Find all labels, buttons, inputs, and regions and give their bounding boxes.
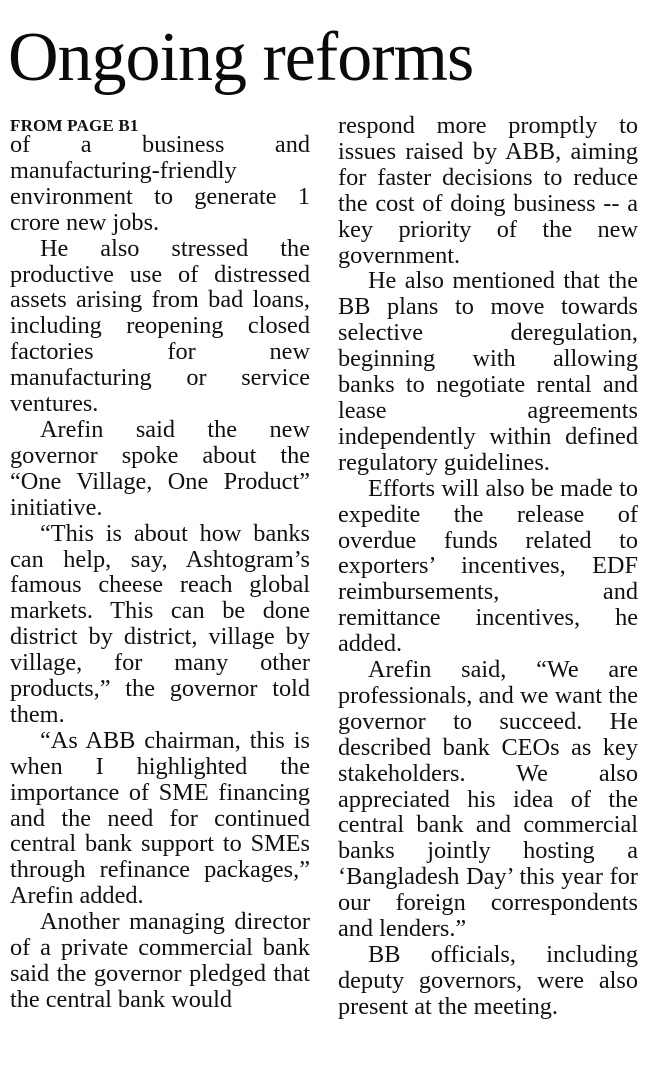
jump-label: FROM PAGE B1	[10, 116, 139, 135]
paragraph: “As ABB chairman, this is when I highlighted the importance of SME financing and the need for continued central bank support to SMEs through refinance packages,” Arefin added.	[10, 726, 310, 910]
paragraph: Another managing director of a private commercial bank said the governor pledged that the central bank would	[10, 908, 310, 1013]
article-column-left	[10, 113, 310, 1013]
paragraph: Arefin said the new governor spoke about the “One Village, One Product” initiative.	[10, 415, 310, 521]
paragraph: He also stressed the productive use of distressed assets arising from bad loans, including reopening closed factories for new manufacturing or service ventures.	[10, 234, 310, 418]
paragraph: Arefin said, “We are professionals, and we want the governor to succeed. He described bank CEOs as key stakeholders. We also appreciated his idea of the central bank and commercial banks jointly hosting a ‘Bangladesh Day’ this year for our foreign correspondents and lenders.”	[338, 656, 638, 943]
article-column-right	[338, 113, 638, 1020]
headline: Ongoing reforms	[8, 19, 474, 96]
paragraph: “This is about how banks can help, say, Ashtogram’s famous cheese reach global markets. This can be done district by district, village by village, for many other products,” the governor told them.	[10, 519, 310, 728]
paragraph: respond more promptly to issues raised by ABB, aiming for faster decisions to reduce the cost of doing business -- a key priority of the new government.	[338, 112, 638, 269]
paragraph: BB officials, including deputy governors, were also present at the meeting.	[338, 941, 638, 1020]
paragraph: Efforts will also be made to expedite the release of overdue funds related to exporters’ incentives, EDF reimbursements, and remittance incentives, he added.	[338, 474, 638, 658]
paragraph: He also mentioned that the BB plans to move towards selective deregulation, beginning with allowing banks to negotiate rental and lease agreements independently within defined regulatory guidelines.	[338, 267, 638, 476]
paragraph: of a business and manufacturing-friendly environment to generate 1 crore new jobs.	[10, 131, 310, 236]
